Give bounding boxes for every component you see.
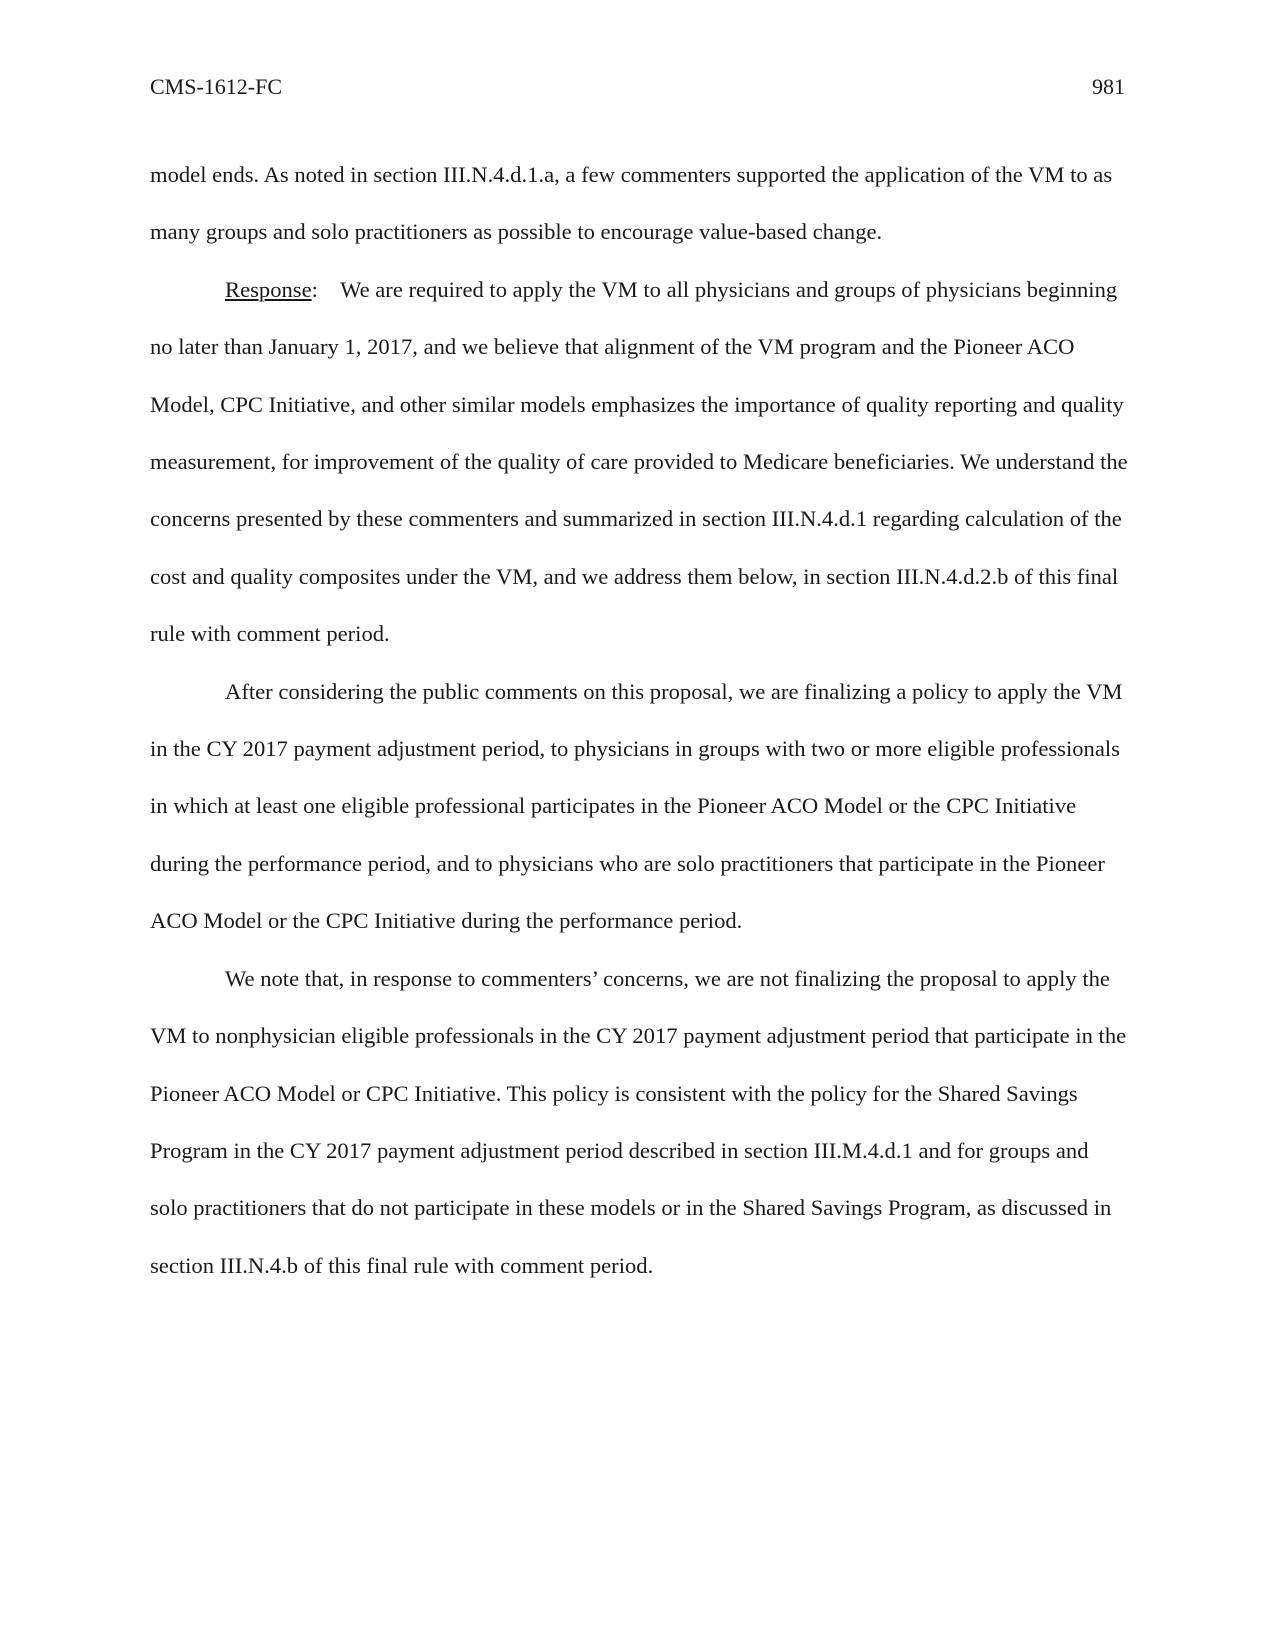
paragraph-text: We are required to apply the VM to all physicians and groups of physicians beginning no later than January 1, 2017, and we believe that alignment of the VM program and the Pioneer ACO Model, CPC Initiative, and other similar models emphasizes the importance of quality reporting and quality measurement, for improvement of the quality of care provided to Medicare beneficiaries. We understand the concerns presented by these commenters and summarized in section III.N.4.d.1 regarding calculation of the cost and quality composites under the VM, and we address them below, in section III.N.4.d.2.b of this final rule with comment period. <box>150 276 1128 647</box>
response-label-suffix: : <box>311 276 341 302</box>
page-header <box>150 70 1125 104</box>
paragraph-continuation <box>150 146 1130 261</box>
response-label: Response <box>225 276 312 302</box>
paragraph-text: We note that, in response to commenters’ concerns, we are not finalizing the proposal to apply the VM to nonphysician eligible professionals in the CY 2017 payment adjustment period that participate in the Pioneer ACO Model or CPC Initiative. This policy is consistent with the policy for the Shared Savings Program in the CY 2017 payment adjustment period described in section III.M.4.d.1 and for groups and solo practitioners that do not participate in these models or in the Shared Savings Program, as discussed in section III.N.4.b of this final rule with comment period. <box>150 965 1127 1278</box>
paragraph-text: After considering the public comments on this proposal, we are finalizing a policy to apply the VM in the CY 2017 payment adjustment period, to physicians in groups with two or more eligible professionals in which at least one eligible professional participates in the Pioneer ACO Model or the CPC Initiative during the performance period, and to physicians who are solo practitioners that participate in the Pioneer ACO Model or the CPC Initiative during the performance period. <box>150 678 1123 934</box>
page-number: 981 <box>1092 74 1125 99</box>
paragraph-response <box>150 261 1130 663</box>
paragraph-note <box>150 950 1130 1294</box>
document-id: CMS-1612-FC <box>150 74 283 99</box>
document-body <box>150 146 1130 1294</box>
paragraph-text: model ends. As noted in section III.N.4.d.1.a, a few commenters supported the application of the VM to as many groups and solo practitioners as possible to encourage value-based change. <box>150 162 1113 245</box>
paragraph-final-policy <box>150 663 1130 950</box>
